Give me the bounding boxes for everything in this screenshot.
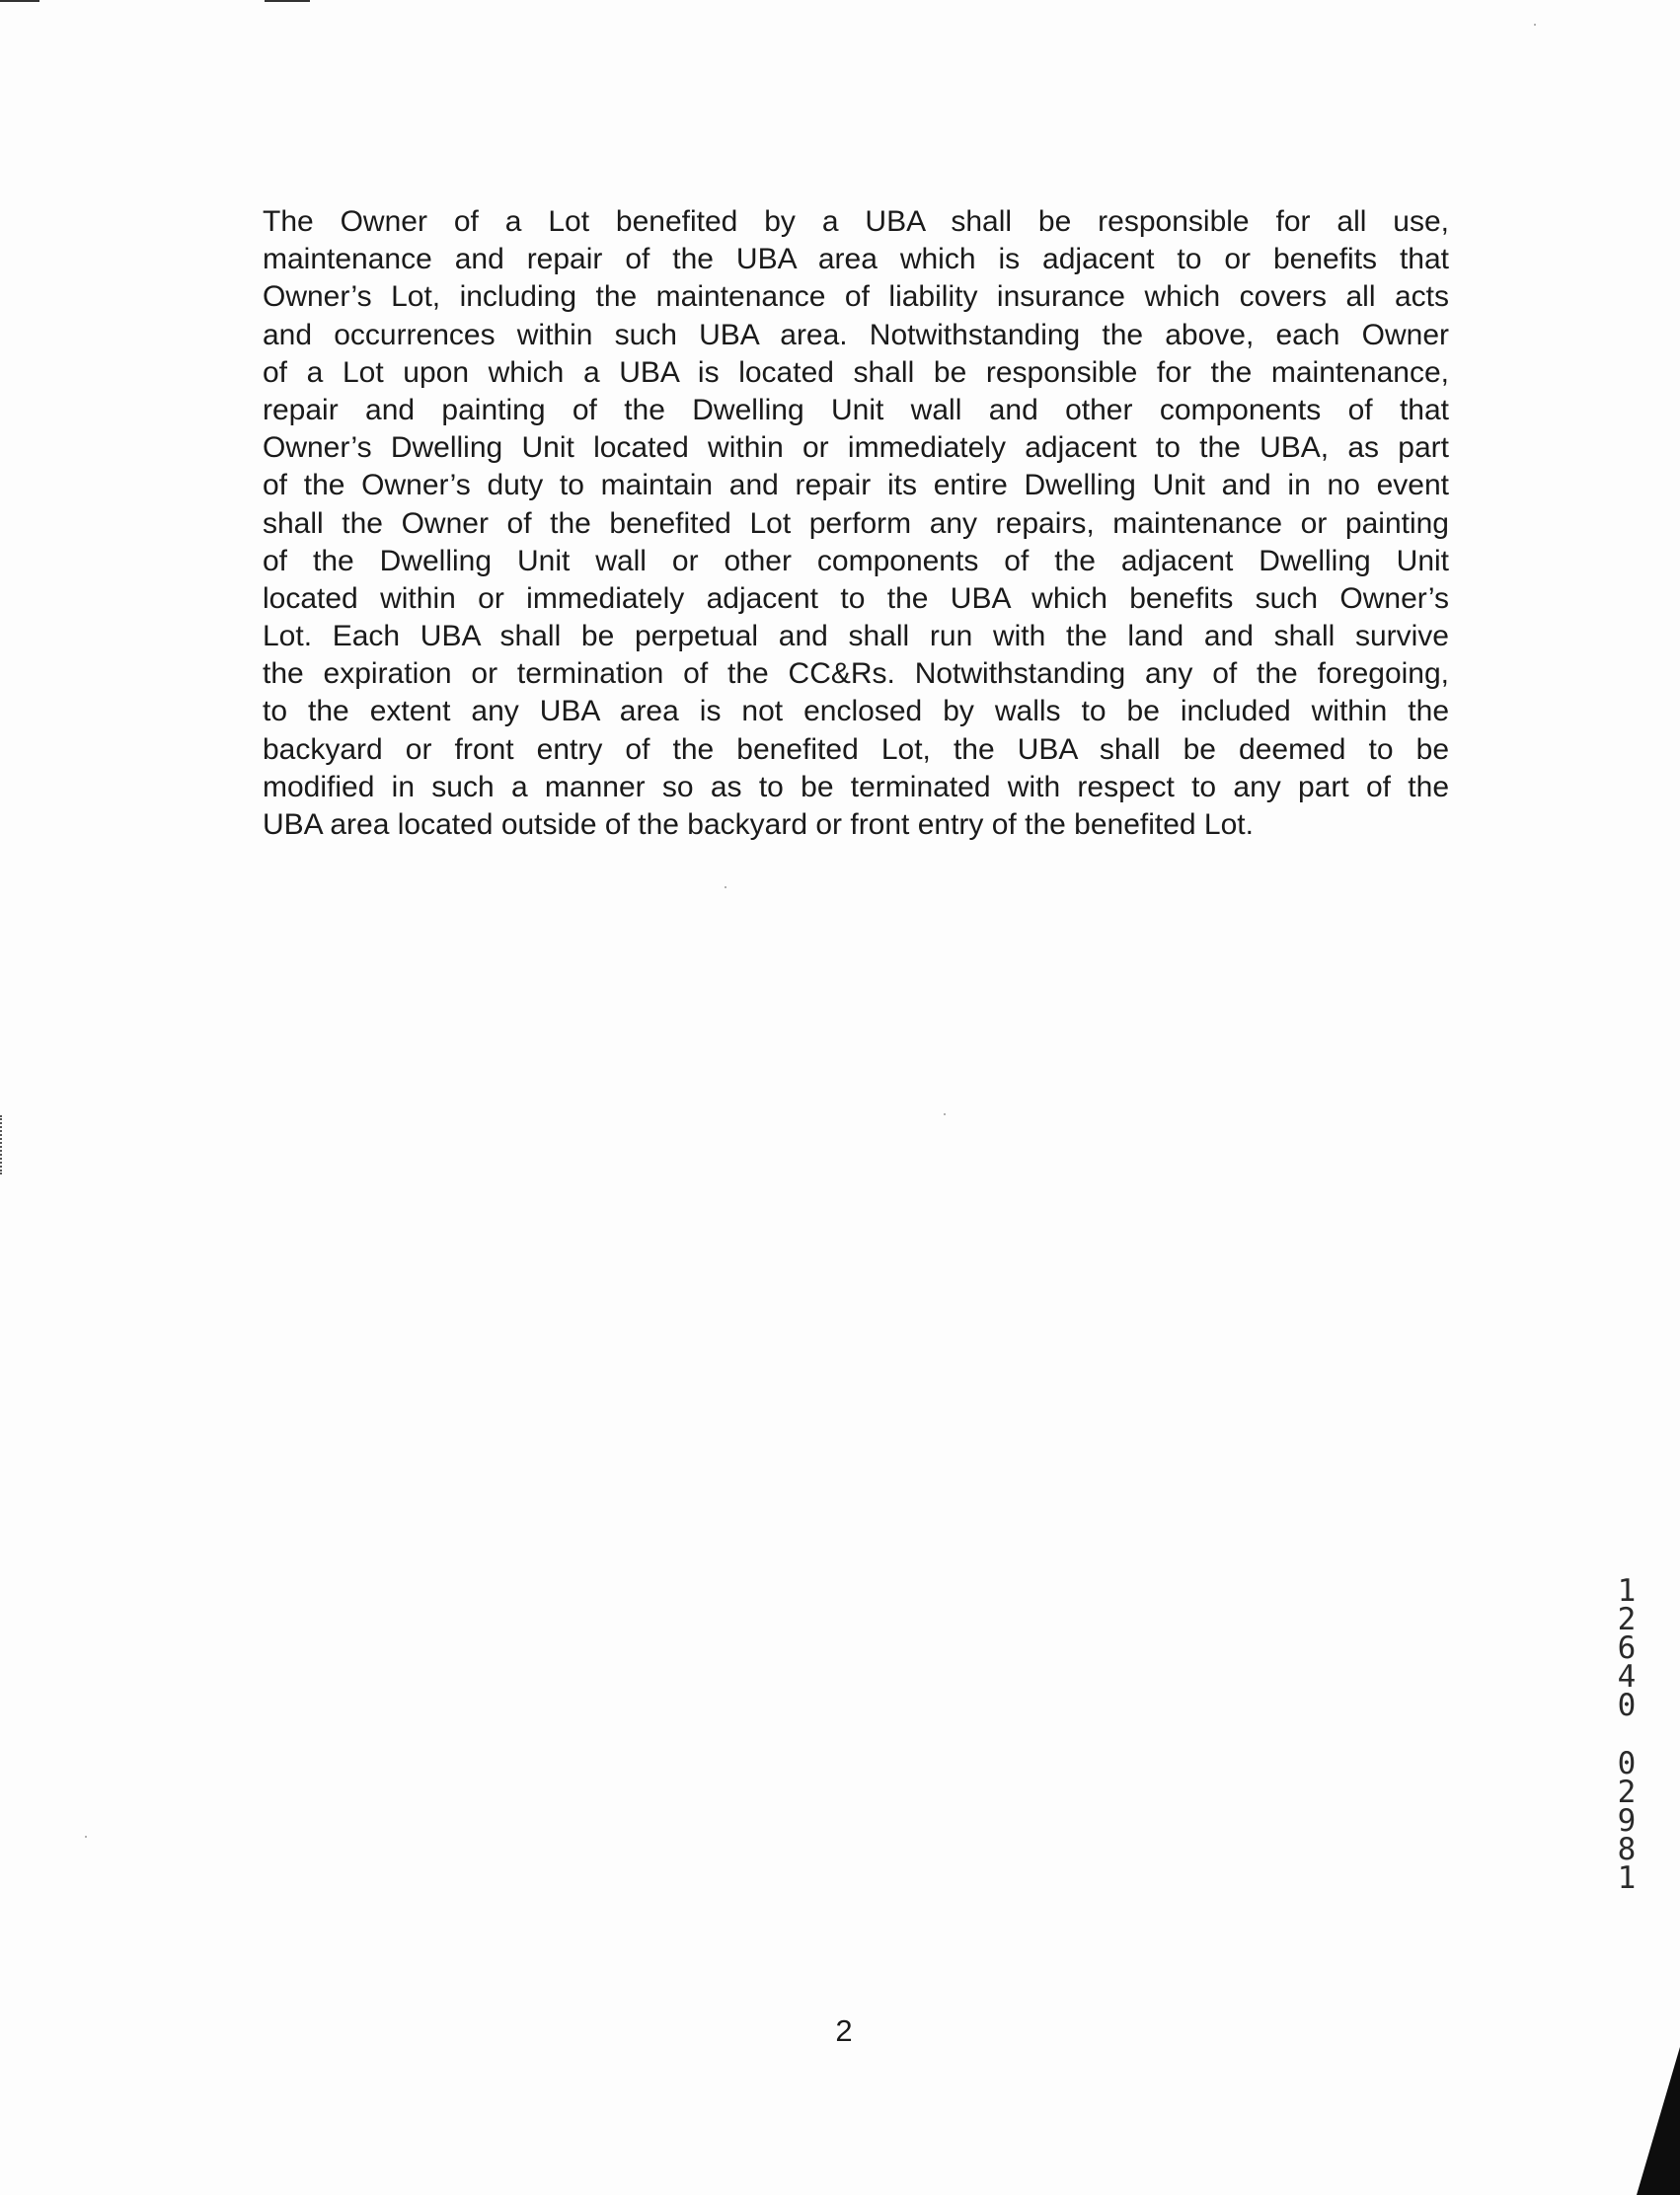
paragraph-line: maintenance and repair of the UBA area which is adjacent to or benefits that — [263, 243, 1449, 276]
stamp-digit: 1 — [1617, 1860, 1637, 1896]
stamp-digit: 4 — [1617, 1659, 1637, 1695]
scan-speck — [1534, 24, 1536, 26]
stamp-digit: 2 — [1617, 1602, 1637, 1637]
paragraph-line: Owner’s Dwelling Unit located within or immediately adjacent to the UBA, as part — [263, 431, 1449, 465]
stamp-digit: 0 — [1617, 1688, 1637, 1723]
body-paragraph — [263, 203, 1449, 844]
paragraph-line: UBA area located outside of the backyard or front entry of the benefited Lot. — [263, 808, 1254, 841]
recording-stamp — [1605, 1573, 1648, 1896]
stamp-digit: 6 — [1617, 1630, 1637, 1666]
paragraph-line: of the Dwelling Unit wall or other components of the adjacent Dwelling Unit — [263, 544, 1449, 577]
scan-speck — [725, 886, 726, 888]
stamp-digit: 0 — [1617, 1746, 1637, 1781]
paragraph-line: the expiration or termination of the CC&Rs. Notwithstanding any of the foregoing, — [263, 657, 1449, 691]
paragraph-line: to the extent any UBA area is not enclosed by walls to be included within the — [263, 695, 1449, 728]
folded-corner — [1637, 2047, 1680, 2195]
stamp-digit: 9 — [1617, 1803, 1637, 1839]
paragraph-line: repair and painting of the Dwelling Unit wall and other components of that — [263, 393, 1449, 426]
paragraph-line: backyard or front entry of the benefited Lot, the UBA shall be deemed to be — [263, 732, 1449, 766]
paragraph-line: of a Lot upon which a UBA is located shall be responsible for the maintenance, — [263, 355, 1449, 389]
page-number: 2 — [835, 2013, 853, 2048]
stamp-digit: 1 — [1617, 1573, 1637, 1609]
paragraph-line: and occurrences within such UBA area. Notwithstanding the above, each Owner — [263, 318, 1449, 351]
paragraph-line: Owner’s Lot, including the maintenance of liability insurance which covers all acts — [263, 280, 1449, 314]
paragraph-line: located within or immediately adjacent to the UBA which benefits such Owner’s — [263, 581, 1449, 615]
stamp-digit: 2 — [1617, 1775, 1637, 1810]
scan-speck — [944, 1113, 946, 1115]
paragraph-line: shall the Owner of the benefited Lot perform any repairs, maintenance or painting — [263, 506, 1449, 540]
scan-edge-top — [0, 0, 1680, 4]
scan-speck — [85, 1836, 87, 1838]
scan-edge-left — [0, 1115, 5, 1174]
paragraph-line: of the Owner’s duty to maintain and repair its entire Dwelling Unit and in no event — [263, 469, 1449, 502]
paragraph-line: Lot. Each UBA shall be perpetual and shall run with the land and shall survive — [263, 620, 1449, 653]
paragraph-line: modified in such a manner so as to be terminated with respect to any part of the — [263, 770, 1449, 803]
paragraph-line: The Owner of a Lot benefited by a UBA shall be responsible for all use, — [263, 205, 1449, 238]
stamp-digit: 8 — [1617, 1832, 1637, 1867]
